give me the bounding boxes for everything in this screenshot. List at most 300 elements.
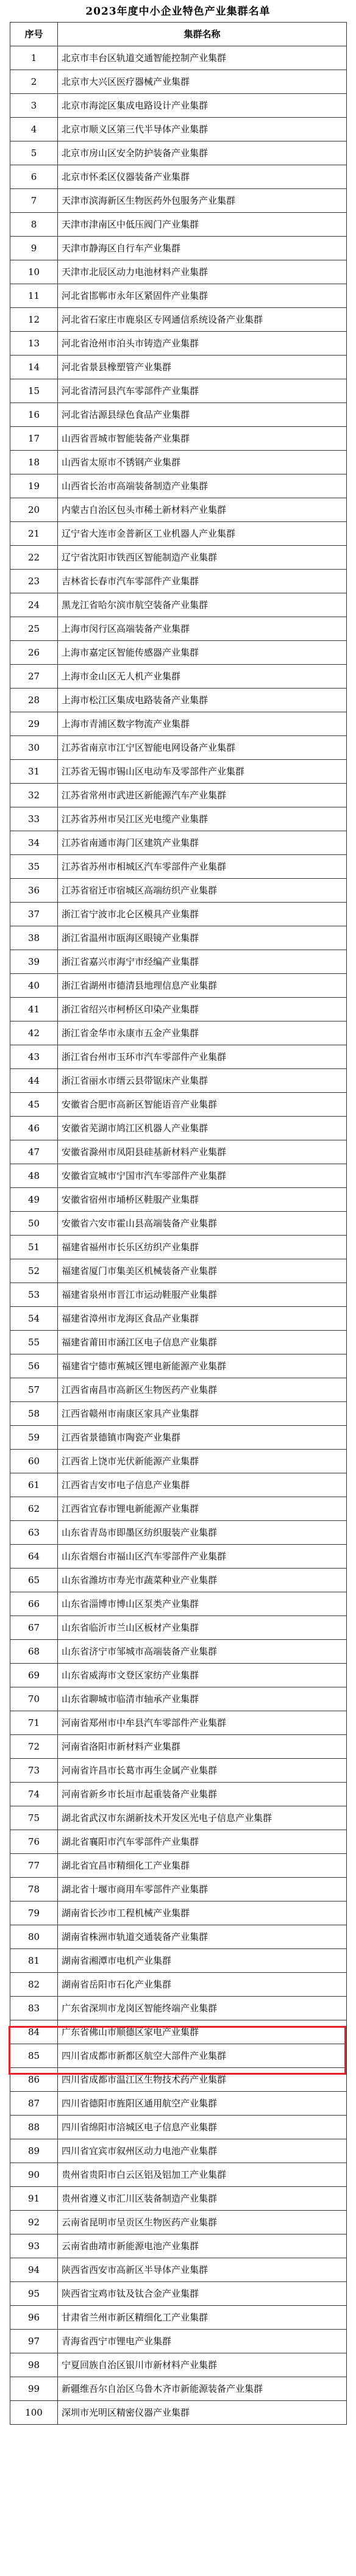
table-row [10,1140,347,1164]
row-index: 53 [10,1283,58,1307]
row-cluster-name: 福建省福州市长乐区纺织产业集群 [58,1236,347,1259]
table-row [10,712,347,736]
header-index: 序号 [10,23,58,46]
table-row [10,2234,347,2258]
row-cluster-name: 江苏省宿迁市宿城区高端纺织产业集群 [58,879,347,903]
row-cluster-name: 北京市怀柔区仪器装备产业集群 [58,165,347,189]
table-row [10,46,347,70]
table-row [10,2068,347,2092]
table-row [10,1664,347,1687]
row-cluster-name: 四川省成都市温江区生物技术药产业集群 [58,2068,347,2092]
row-cluster-name: 河北省沽源县绿色食品产业集群 [58,403,347,427]
row-cluster-name: 江苏省常州市武进区新能源汽车产业集群 [58,784,347,807]
table-row [10,2211,347,2234]
row-cluster-name: 福建省宁德市蕉城区锂电新能源产业集群 [58,1354,347,1378]
table-row [10,2282,347,2306]
row-index: 50 [10,1212,58,1236]
table-row [10,1354,347,1378]
row-index: 44 [10,1069,58,1093]
row-cluster-name: 浙江省宁波市北仑区模具产业集群 [58,903,347,926]
row-cluster-name: 贵州省贵阳市白云区铝及铝加工产业集群 [58,2163,347,2187]
row-index: 31 [10,760,58,784]
table-row [10,427,347,451]
row-cluster-name: 四川省德阳市旌阳区通用航空产业集群 [58,2092,347,2116]
table-row [10,1949,347,1973]
table-row [10,736,347,760]
row-cluster-name: 山西省太原市不锈钢产业集群 [58,451,347,474]
row-cluster-name: 河南省洛阳市新材料产业集群 [58,1735,347,1759]
row-index: 35 [10,855,58,879]
table-row [10,903,347,926]
table-row [10,855,347,879]
row-cluster-name: 天津市静海区自行车产业集群 [58,237,347,260]
table-row [10,974,347,998]
row-index: 70 [10,1687,58,1711]
table-row [10,1640,347,1664]
table-row [10,356,347,379]
row-index: 17 [10,427,58,451]
row-index: 54 [10,1307,58,1331]
row-index: 86 [10,2068,58,2092]
row-cluster-name: 江西省宜春市锂电新能源产业集群 [58,1497,347,1521]
table-row [10,1426,347,1450]
row-cluster-name: 甘肃省兰州市新区精细化工产业集群 [58,2306,347,2330]
row-cluster-name: 江苏省南京市江宁区智能电网设备产业集群 [58,736,347,760]
row-cluster-name: 广东省佛山市顺德区家电产业集群 [58,2020,347,2044]
row-index: 96 [10,2306,58,2330]
table-row [10,593,347,617]
row-index: 26 [10,641,58,665]
row-index: 6 [10,165,58,189]
table-row [10,284,347,308]
row-cluster-name: 安徽省滁州市凤阳县硅基新材料产业集群 [58,1140,347,1164]
row-cluster-name: 安徽省芜湖市鸠江区机器人产业集群 [58,1117,347,1140]
row-cluster-name: 湖南省湘潭市电机产业集群 [58,1949,347,1973]
row-index: 15 [10,379,58,403]
table-row [10,1188,347,1212]
table-row [10,926,347,950]
table-row [10,1878,347,1902]
row-cluster-name: 河北省石家庄市鹿泉区专网通信系统设备产业集群 [58,308,347,332]
row-index: 84 [10,2020,58,2044]
row-index: 72 [10,1735,58,1759]
table-row [10,94,347,118]
row-cluster-name: 河南省许昌市长葛市再生金属产业集群 [58,1759,347,1783]
row-cluster-name: 陕西省宝鸡市钛及钛合金产业集群 [58,2282,347,2306]
table-row [10,1307,347,1331]
row-index: 7 [10,189,58,213]
table-row [10,760,347,784]
row-cluster-name: 湖北省武汉市东湖新技术开发区光电子信息产业集群 [58,1806,347,1830]
row-cluster-name: 天津市北辰区动力电池材料产业集群 [58,260,347,284]
row-index: 38 [10,926,58,950]
row-index: 90 [10,2163,58,2187]
table-row [10,1164,347,1188]
table-row [10,1117,347,1140]
row-index: 14 [10,356,58,379]
row-cluster-name: 江苏省苏州市相城区汽车零部件产业集群 [58,855,347,879]
row-cluster-name: 云南省昆明市呈贡区生物医药产业集群 [58,2211,347,2234]
row-cluster-name: 云南省曲靖市新能源电池产业集群 [58,2234,347,2258]
row-index: 73 [10,1759,58,1783]
row-cluster-name: 内蒙古自治区包头市稀土新材料产业集群 [58,498,347,522]
row-index: 20 [10,498,58,522]
table-row [10,70,347,94]
table-row [10,2044,347,2068]
row-cluster-name: 河南省郑州市中牟县汽车零部件产业集群 [58,1711,347,1735]
row-cluster-name: 上海市青浦区数字物流产业集群 [58,712,347,736]
row-cluster-name: 浙江省金华市永康市五金产业集群 [58,1021,347,1045]
table-row [10,332,347,356]
table-row [10,2163,347,2187]
row-index: 40 [10,974,58,998]
table-row [10,1830,347,1854]
row-index: 27 [10,665,58,689]
table-row [10,1259,347,1283]
row-index: 100 [10,2401,58,2425]
row-index: 78 [10,1878,58,1902]
row-index: 98 [10,2353,58,2377]
row-cluster-name: 北京市顺义区第三代半导体产业集群 [58,118,347,141]
row-cluster-name: 福建省泉州市晋江市运动鞋服产业集群 [58,1283,347,1307]
table-row [10,2187,347,2211]
row-index: 28 [10,689,58,712]
row-cluster-name: 山东省淄博市博山区泵类产业集群 [58,1592,347,1616]
row-index: 57 [10,1378,58,1402]
row-cluster-name: 陕西省西安市高新区半导体产业集群 [58,2258,347,2282]
row-cluster-name: 江苏省南通市海门区建筑产业集群 [58,831,347,855]
row-index: 25 [10,617,58,641]
table-row [10,570,347,593]
row-cluster-name: 河南省新乡市长垣市起重装备产业集群 [58,1783,347,1806]
row-index: 91 [10,2187,58,2211]
table-row [10,118,347,141]
row-index: 12 [10,308,58,332]
row-cluster-name: 福建省厦门市集美区机械装备产业集群 [58,1259,347,1283]
table-row [10,1093,347,1117]
row-index: 80 [10,1925,58,1949]
table-row [10,1212,347,1236]
table-row [10,1069,347,1093]
cluster-table [10,22,347,2425]
row-index: 5 [10,141,58,165]
row-index: 89 [10,2139,58,2163]
row-cluster-name: 山东省临沂市兰山区板材产业集群 [58,1616,347,1640]
table-row [10,474,347,498]
row-cluster-name: 浙江省湖州市德清县地理信息产业集群 [58,974,347,998]
row-cluster-name: 江西省南昌市高新区生物医药产业集群 [58,1378,347,1402]
table-row [10,1997,347,2020]
table-row [10,2330,347,2353]
row-index: 92 [10,2211,58,2234]
row-cluster-name: 湖北省十堰市商用车零部件产业集群 [58,1878,347,1902]
row-cluster-name: 浙江省绍兴市柯桥区印染产业集群 [58,998,347,1021]
table-row [10,1711,347,1735]
table-row [10,1497,347,1521]
table-row [10,1902,347,1925]
table-row [10,1045,347,1069]
row-cluster-name: 山东省威海市文登区家纺产业集群 [58,1664,347,1687]
row-index: 67 [10,1616,58,1640]
row-cluster-name: 浙江省温州市瓯海区眼镜产业集群 [58,926,347,950]
row-index: 48 [10,1164,58,1188]
row-cluster-name: 山东省青岛市即墨区纺织服装产业集群 [58,1521,347,1545]
row-index: 58 [10,1402,58,1426]
row-index: 93 [10,2234,58,2258]
row-index: 62 [10,1497,58,1521]
header-name: 集群名称 [58,23,347,46]
row-cluster-name: 贵州省遵义市汇川区装备制造产业集群 [58,2187,347,2211]
row-index: 43 [10,1045,58,1069]
table-row [10,1973,347,1997]
row-cluster-name: 江西省上饶市光伏新能源产业集群 [58,1450,347,1473]
row-cluster-name: 湖南省长沙市工程机械产业集群 [58,1902,347,1925]
table-row [10,1521,347,1545]
table-row [10,689,347,712]
row-index: 51 [10,1236,58,1259]
row-index: 68 [10,1640,58,1664]
table-row [10,2116,347,2139]
table-body [10,46,347,2425]
row-cluster-name: 河北省邯郸市永年区紧固件产业集群 [58,284,347,308]
row-cluster-name: 广东省深圳市龙岗区智能终端产业集群 [58,1997,347,2020]
table-row [10,260,347,284]
row-index: 56 [10,1354,58,1378]
row-cluster-name: 安徽省六安市霍山县高端装备产业集群 [58,1212,347,1236]
row-cluster-name: 福建省漳州市龙海区食品产业集群 [58,1307,347,1331]
table-row [10,1331,347,1354]
row-index: 37 [10,903,58,926]
table-row [10,1592,347,1616]
cluster-table-container [10,22,346,2425]
table-row [10,1473,347,1497]
table-row [10,2020,347,2044]
row-cluster-name: 吉林省长春市汽车零部件产业集群 [58,570,347,593]
row-index: 63 [10,1521,58,1545]
table-row [10,379,347,403]
row-index: 23 [10,570,58,593]
table-row [10,237,347,260]
row-index: 9 [10,237,58,260]
table-row [10,141,347,165]
row-index: 82 [10,1973,58,1997]
row-cluster-name: 四川省成都市新都区航空大部件产业集群 [58,2044,347,2068]
row-index: 97 [10,2330,58,2353]
row-cluster-name: 湖北省襄阳市汽车零部件产业集群 [58,1830,347,1854]
row-index: 22 [10,546,58,570]
row-cluster-name: 河北省沧州市泊头市铸造产业集群 [58,332,347,356]
table-row [10,665,347,689]
table-row [10,1759,347,1783]
row-index: 64 [10,1545,58,1569]
table-row [10,308,347,332]
row-cluster-name: 上海市松江区集成电路装备产业集群 [58,689,347,712]
row-index: 16 [10,403,58,427]
row-cluster-name: 上海市闵行区高端装备产业集群 [58,617,347,641]
row-index: 88 [10,2116,58,2139]
row-index: 45 [10,1093,58,1117]
row-index: 65 [10,1569,58,1592]
row-cluster-name: 山东省潍坊市寿光市蔬菜种业产业集群 [58,1569,347,1592]
row-index: 76 [10,1830,58,1854]
row-cluster-name: 浙江省丽水市缙云县带锯床产业集群 [58,1069,347,1093]
row-index: 10 [10,260,58,284]
table-row [10,1236,347,1259]
row-cluster-name: 山东省济宁市邹城市高端装备产业集群 [58,1640,347,1664]
row-index: 29 [10,712,58,736]
row-cluster-name: 天津市津南区中低压阀门产业集群 [58,213,347,237]
row-index: 8 [10,213,58,237]
table-row [10,1616,347,1640]
table-row [10,950,347,974]
table-row [10,2306,347,2330]
row-index: 52 [10,1259,58,1283]
row-index: 18 [10,451,58,474]
table-row [10,2258,347,2282]
row-index: 95 [10,2282,58,2306]
table-row [10,2139,347,2163]
row-cluster-name: 四川省绵阳市涪城区电子信息产业集群 [58,2116,347,2139]
row-index: 36 [10,879,58,903]
table-row [10,498,347,522]
row-index: 69 [10,1664,58,1687]
row-index: 39 [10,950,58,974]
table-row [10,1687,347,1711]
row-index: 2 [10,70,58,94]
row-cluster-name: 北京市房山区安全防护装备产业集群 [58,141,347,165]
table-row [10,2353,347,2377]
row-cluster-name: 江西省赣州市南康区家具产业集群 [58,1402,347,1426]
row-cluster-name: 湖北省宜昌市精细化工产业集群 [58,1854,347,1878]
row-index: 59 [10,1426,58,1450]
row-index: 81 [10,1949,58,1973]
row-index: 24 [10,593,58,617]
row-index: 21 [10,522,58,546]
table-row [10,1569,347,1592]
table-row [10,641,347,665]
row-cluster-name: 山西省长治市高端装备制造产业集群 [58,474,347,498]
table-row [10,451,347,474]
row-index: 3 [10,94,58,118]
row-index: 41 [10,998,58,1021]
row-index: 61 [10,1473,58,1497]
row-cluster-name: 辽宁省大连市金普新区工业机器人产业集群 [58,522,347,546]
table-row [10,879,347,903]
row-index: 94 [10,2258,58,2282]
row-index: 34 [10,831,58,855]
table-row [10,1854,347,1878]
row-cluster-name: 四川省宜宾市叙州区动力电池产业集群 [58,2139,347,2163]
row-cluster-name: 北京市海淀区集成电路设计产业集群 [58,94,347,118]
row-cluster-name: 山东省烟台市福山区汽车零部件产业集群 [58,1545,347,1569]
row-cluster-name: 安徽省合肥市高新区智能语音产业集群 [58,1093,347,1117]
row-cluster-name: 河北省清河县汽车零部件产业集群 [58,379,347,403]
row-cluster-name: 湖南省株洲市轨道交通装备产业集群 [58,1925,347,1949]
row-index: 32 [10,784,58,807]
table-header-row [10,23,347,46]
row-cluster-name: 河北省景县橡塑管产业集群 [58,356,347,379]
row-index: 85 [10,2044,58,2068]
row-cluster-name: 天津市滨海新区生物医药外包服务产业集群 [58,189,347,213]
row-cluster-name: 福建省莆田市涵江区电子信息产业集群 [58,1331,347,1354]
row-cluster-name: 浙江省嘉兴市海宁市经编产业集群 [58,950,347,974]
table-row [10,617,347,641]
row-cluster-name: 山东省聊城市临清市轴承产业集群 [58,1687,347,1711]
row-cluster-name: 黑龙江省哈尔滨市航空装备产业集群 [58,593,347,617]
table-row [10,1545,347,1569]
table-row [10,1283,347,1307]
row-index: 13 [10,332,58,356]
table-row [10,998,347,1021]
table-row [10,1735,347,1759]
row-cluster-name: 江苏省苏州市吴江区光电缆产业集群 [58,807,347,831]
row-cluster-name: 北京市大兴区医疗器械产业集群 [58,70,347,94]
row-cluster-name: 辽宁省沈阳市铁西区智能制造产业集群 [58,546,347,570]
row-index: 19 [10,474,58,498]
document-title: 2023年度中小企业特色产业集群名单 [85,5,271,18]
row-cluster-name: 江苏省无锡市锡山区电动车及零部件产业集群 [58,760,347,784]
row-cluster-name: 安徽省宿州市埇桥区鞋服产业集群 [58,1188,347,1212]
row-index: 46 [10,1117,58,1140]
row-index: 11 [10,284,58,308]
table-row [10,831,347,855]
row-index: 1 [10,46,58,70]
row-cluster-name: 北京市丰台区轨道交通智能控制产业集群 [58,46,347,70]
row-index: 79 [10,1902,58,1925]
row-index: 49 [10,1188,58,1212]
table-row [10,1806,347,1830]
table-row [10,522,347,546]
row-cluster-name: 青海省西宁市锂电产业集群 [58,2330,347,2353]
row-index: 87 [10,2092,58,2116]
table-row [10,2377,347,2401]
row-cluster-name: 安徽省宣城市宁国市汽车零部件产业集群 [58,1164,347,1188]
row-index: 55 [10,1331,58,1354]
row-cluster-name: 江西省景德镇市陶瓷产业集群 [58,1426,347,1450]
table-row [10,189,347,213]
row-index: 66 [10,1592,58,1616]
row-index: 33 [10,807,58,831]
row-index: 4 [10,118,58,141]
row-cluster-name: 深圳市光明区精密仪器产业集群 [58,2401,347,2425]
row-cluster-name: 上海市金山区无人机产业集群 [58,665,347,689]
table-row [10,2401,347,2425]
row-index: 30 [10,736,58,760]
table-row [10,1021,347,1045]
row-cluster-name: 江西省吉安市电子信息产业集群 [58,1473,347,1497]
table-row [10,403,347,427]
table-row [10,1783,347,1806]
row-cluster-name: 湖南省岳阳市石化产业集群 [58,1973,347,1997]
row-index: 71 [10,1711,58,1735]
row-cluster-name: 浙江省台州市玉环市汽车零部件产业集群 [58,1045,347,1069]
row-cluster-name: 新疆维吾尔自治区乌鲁木齐市新能源装备产业集群 [58,2377,347,2401]
row-index: 42 [10,1021,58,1045]
table-row [10,546,347,570]
row-index: 60 [10,1450,58,1473]
table-row [10,1378,347,1402]
row-index: 74 [10,1783,58,1806]
table-row [10,784,347,807]
table-row [10,213,347,237]
table-row [10,165,347,189]
table-row [10,1450,347,1473]
row-index: 99 [10,2377,58,2401]
table-row [10,2092,347,2116]
row-cluster-name: 山西省晋城市智能装备产业集群 [58,427,347,451]
table-row [10,1925,347,1949]
table-row [10,1402,347,1426]
